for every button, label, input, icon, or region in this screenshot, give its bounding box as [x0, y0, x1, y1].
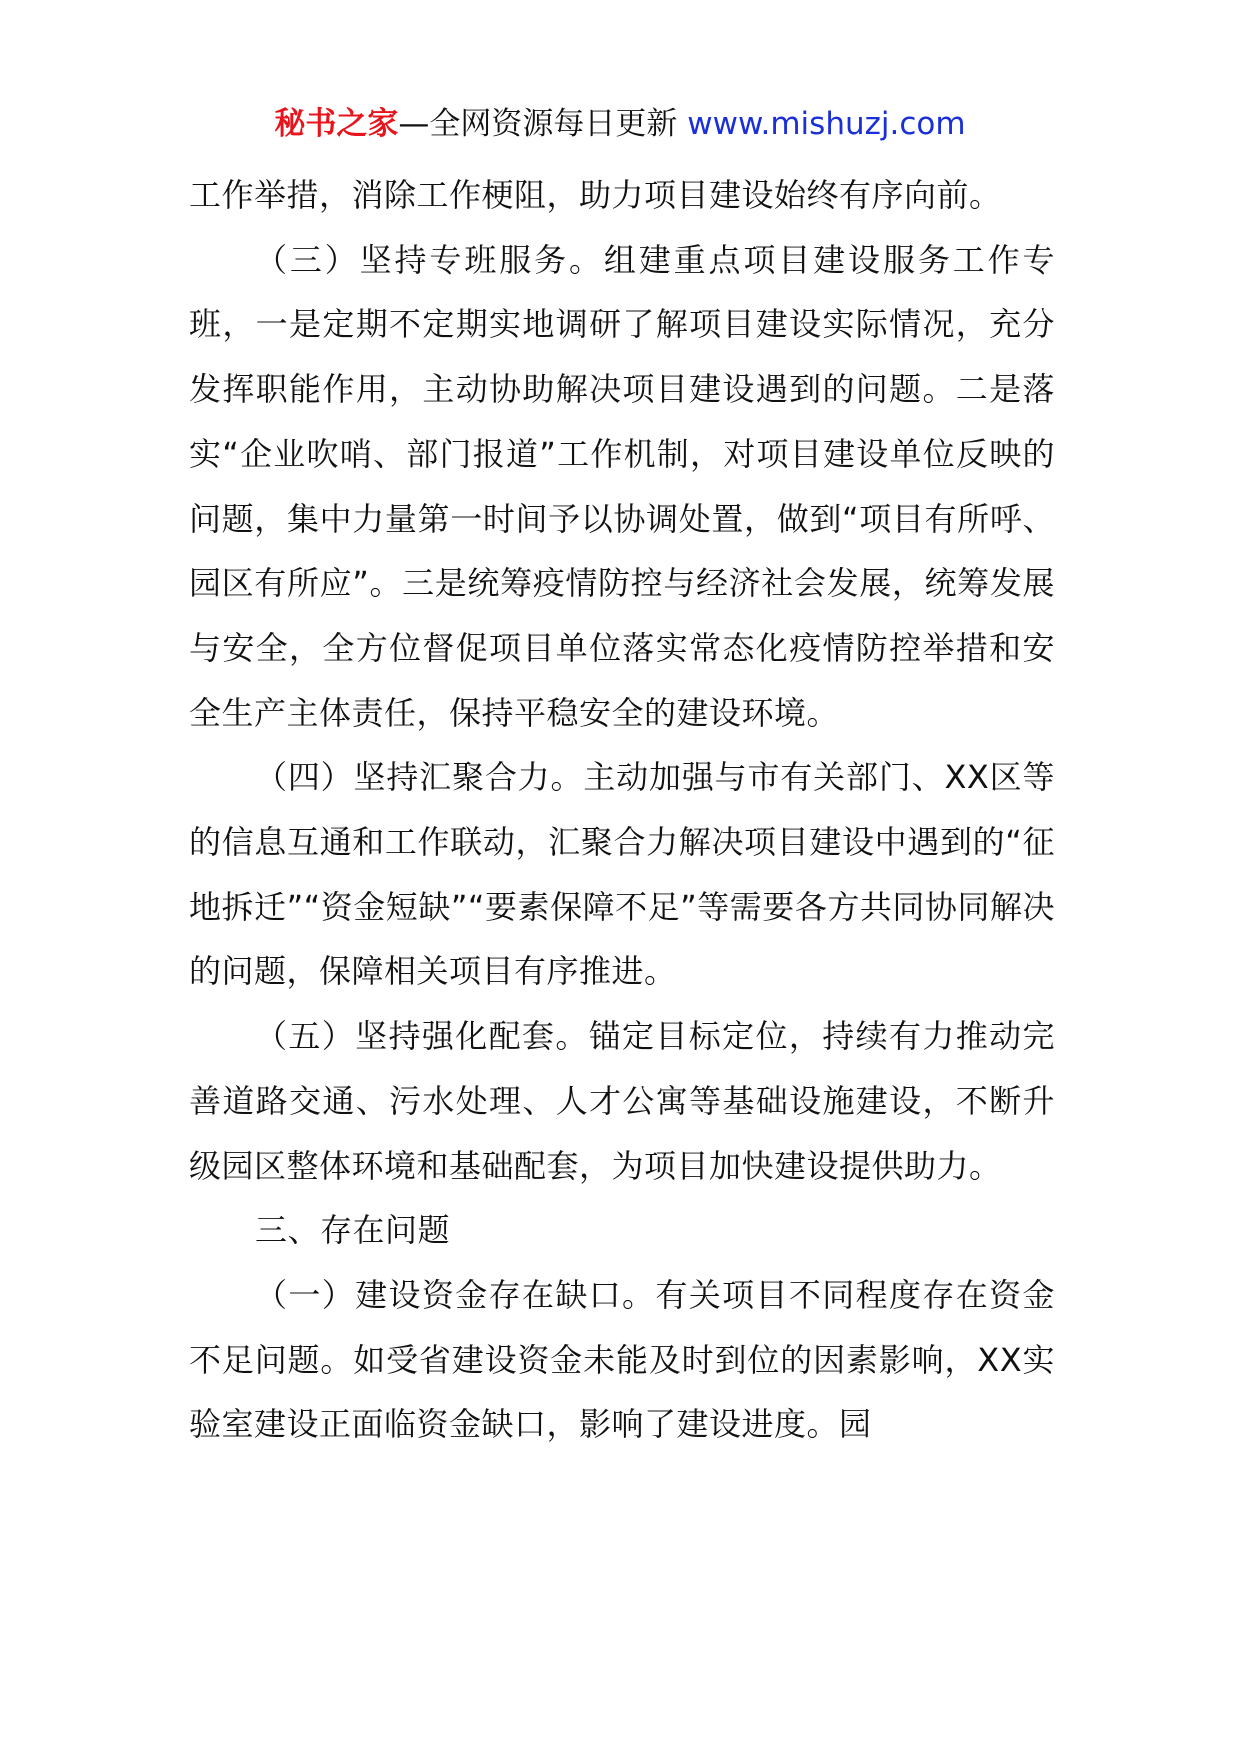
header-tagline: —全网资源每日更新 — [398, 106, 678, 142]
brand-name: 秘书之家 — [274, 106, 399, 142]
site-url-link[interactable]: www.mishuzj.com — [687, 106, 966, 142]
paragraph-continuation: 工作举措，消除工作梗阻，助力项目建设始终有序向前。 — [189, 176, 1002, 214]
paragraph-section-4: （四）坚持汇聚合力。主动加强与市有关部门、XX区等的信息互通和工作联动，汇聚合力解决项目建设中遇到的“征地拆迁”“资金短缺”“要素保障不足”等需要各方共同协同解决的问题，保障相关项目有序推进。 — [189, 758, 1055, 991]
paragraph-section-5: （五）坚持强化配套。锚定目标定位，持续有力推动完善道路交通、污水处理、人才公寓等基础设施建设，不断升级园区整体环境和基础配套，为项目加快建设提供助力。 — [189, 1017, 1055, 1185]
heading-existing-problems: 三、存在问题 — [255, 1211, 451, 1250]
paragraph-problem-1: （一）建设资金存在缺口。有关项目不同程度存在资金不足问题。如受省建设资金未能及时到位的因素影响，XX实验室建设正面临资金缺口，影响了建设进度。园 — [189, 1275, 1055, 1444]
document-body — [189, 163, 1055, 1457]
paragraph-section-3: （三）坚持专班服务。组建重点项目建设服务工作专班，一是定期不定期实地调研了解项目建设实际情况，充分发挥职能作用，主动协助解决项目建设遇到的问题。二是落实“企业吹哨、部门报道”工作机制，对项目建设单位反映的问题，集中力量第一时间予以协调处置，做到“项目有所呼、园区有所应”。三是统筹疫情防控与经济社会发展，统筹发展与安全，全方位督促项目单位落实常态化疫情防控举措和安全生产主体责任，保持平稳安全的建设环境。 — [189, 240, 1055, 732]
site-header — [0, 100, 1240, 148]
